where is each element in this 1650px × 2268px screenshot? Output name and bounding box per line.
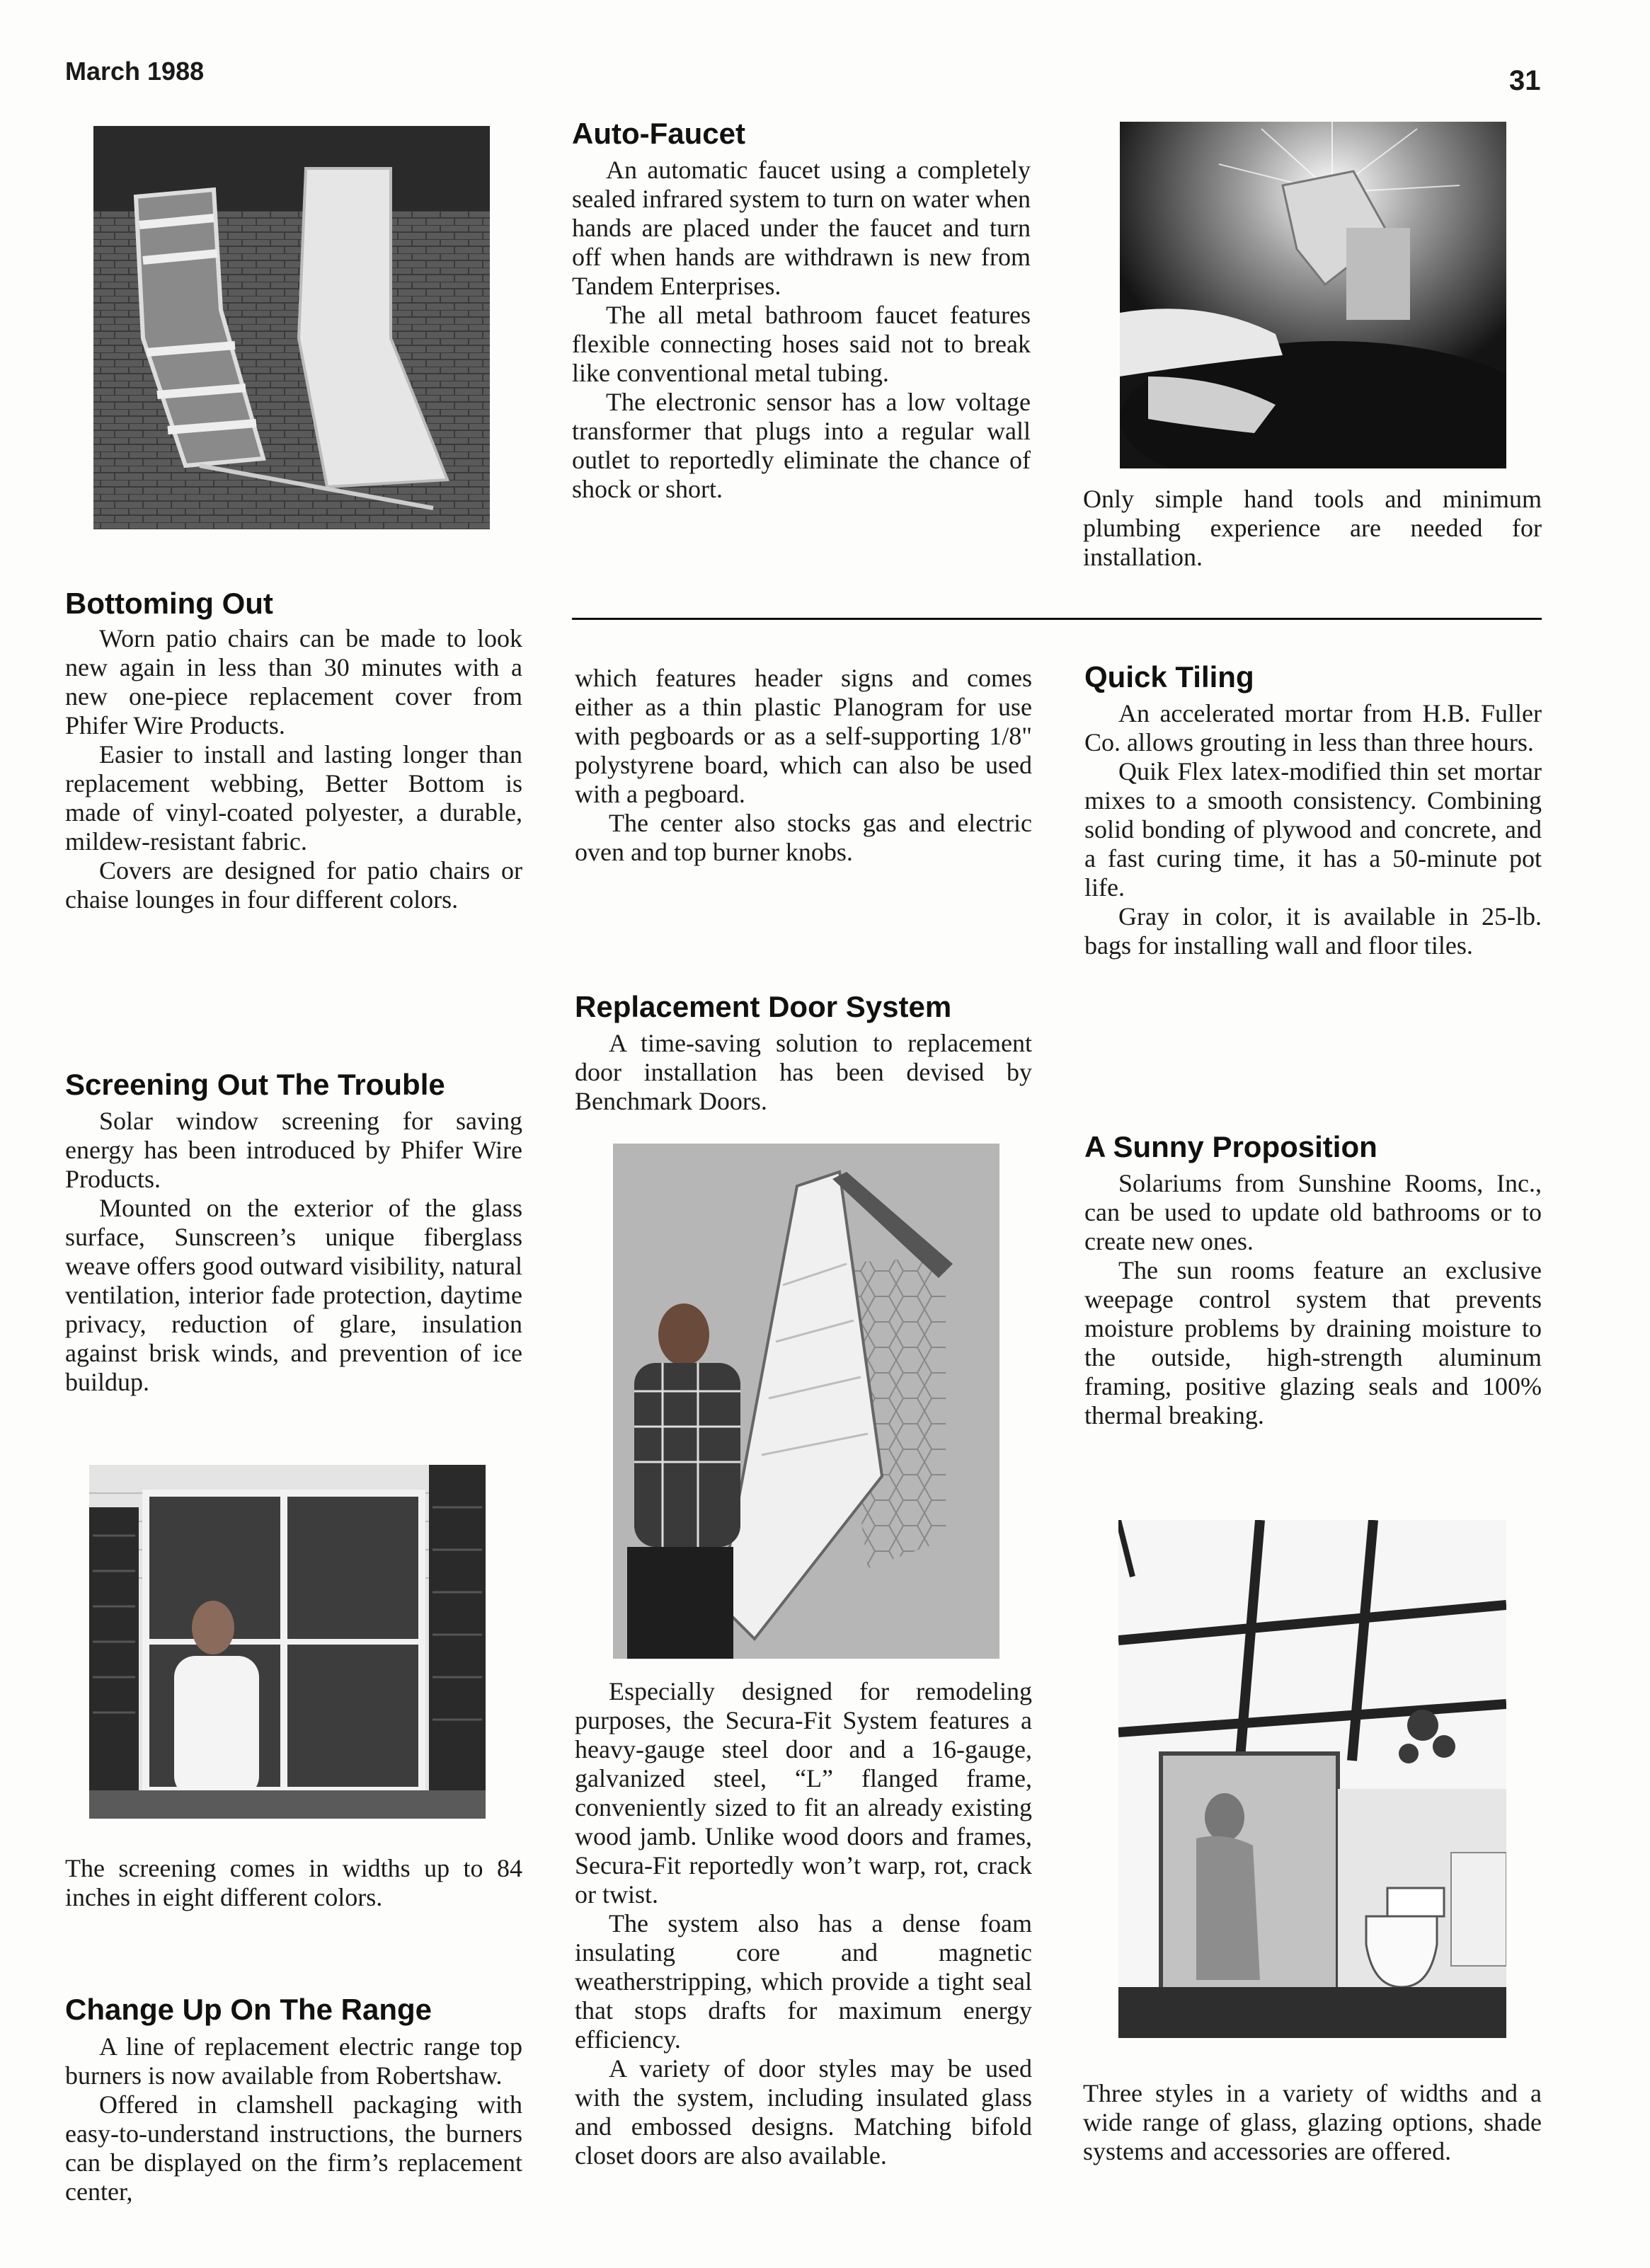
section-divider — [572, 618, 1542, 620]
paragraph: Quik Flex latex-modified thin set mortar mixes to a smooth consistency. Combining solid bonding of plywood and concrete, and a fast curing time, it has a 50-minute pot life. — [1084, 757, 1542, 902]
paragraph: A line of replacement electric range top burners is now available from Robertshaw. — [65, 2032, 522, 2090]
paragraph: Offered in clamshell packaging with easy-to-understand instructions, the burners can be displayed on the firm’s replacement center, — [65, 2090, 522, 2206]
paragraph: which features header signs and comes either as a thin plastic Planogram for use with pegboards or as a self-supporting 1/8" polystyrene board, which can also be used with a pegboard. — [575, 664, 1032, 808]
change-up-continued — [575, 664, 1032, 867]
window-screening-photo — [89, 1465, 486, 1819]
paragraph: The electronic sensor has a low voltage transformer that plugs into a regular wall outlet to reportedly eliminate the chance of shock or short. — [572, 388, 1031, 503]
paragraph: Gray in color, it is available in 25-lb. bags for installing wall and floor tiles. — [1084, 902, 1542, 960]
quick-tiling-body — [1084, 699, 1542, 960]
paragraph: Solariums from Sunshine Rooms, Inc., can be used to update old bathrooms or to create new ones. — [1084, 1169, 1542, 1255]
faucet-photo — [1120, 122, 1506, 468]
paragraph: Especially designed for remodeling purposes, the Secura-Fit System features a heavy-gauge steel door and a 16-gauge, galvanized steel, “L” flanged frame, conveniently sized to fit an already existing wood jamb. Unlike wood doors and frames, Secura-Fit reportedly won’t warp, rot, crack or twist. — [575, 1677, 1032, 1909]
heading-bottoming-out: Bottoming Out — [65, 587, 273, 620]
solarium-caption: Three styles in a variety of widths and a wide range of glass, glazing options, shade systems and accessories are offered. — [1083, 2079, 1542, 2165]
replacement-door-body — [575, 1029, 1032, 1116]
auto-faucet-caption: Only simple hand tools and minimum plumbing experience are needed for installation. — [1083, 485, 1542, 571]
paragraph: Covers are designed for patio chairs or chaise lounges in four different colors. — [65, 856, 522, 914]
paragraph: A variety of door styles may be used with the system, including insulated glass and embossed designs. Matching bifold closet doors are also available. — [575, 2054, 1032, 2170]
change-up-body — [65, 2032, 522, 2206]
auto-faucet-body — [572, 156, 1031, 504]
heading-auto-faucet: Auto-Faucet — [572, 117, 745, 150]
paragraph: Mounted on the exterior of the glass surface, Sunscreen’s unique fiberglass weave offers good outward visibility, natural ventilation, interior fade protection, daytime privacy, reduction of glare, insulation against brisk winds, and prevention of ice buildup. — [65, 1194, 522, 1396]
paragraph: The center also stocks gas and electric oven and top burner knobs. — [575, 809, 1032, 866]
issue-date: March 1988 — [65, 57, 205, 86]
page-number: 31 — [1509, 65, 1541, 96]
heading-replacement-door: Replacement Door System — [575, 990, 952, 1023]
replacement-door-continued — [575, 1677, 1032, 2170]
paragraph: The sun rooms feature an exclusive weepage control system that prevents moisture problems by draining moisture to the outside, high-strength aluminum framing, positive glazing seals and 100% thermal breaking. — [1084, 1256, 1542, 1429]
paragraph: Worn patio chairs can be made to look new again in less than 30 minutes with a new one-piece replacement cover from Phifer Wire Products. — [65, 624, 522, 739]
heading-sunny-proposition: A Sunny Proposition — [1084, 1130, 1377, 1163]
screening-out-body — [65, 1107, 522, 1397]
paragraph: Solar window screening for saving energy has been introduced by Phifer Wire Products. — [65, 1107, 522, 1193]
paragraph: The all metal bathroom faucet features flexible connecting hoses said not to break like conventional metal tubing. — [572, 301, 1031, 387]
sunny-proposition-body — [1084, 1169, 1542, 1430]
screening-caption: The screening comes in widths up to 84 inches in eight different colors. — [65, 1854, 522, 1911]
bottoming-out-body — [65, 624, 522, 914]
paragraph: A time-saving solution to replacement door installation has been devised by Benchmark Doors. — [575, 1029, 1032, 1115]
solarium-photo — [1118, 1520, 1506, 2038]
heading-quick-tiling: Quick Tiling — [1084, 660, 1254, 693]
paragraph: An automatic faucet using a completely sealed infrared system to turn on water when hands are placed under the faucet and turn off when hands are withdrawn is new from Tandem Enterprises. — [572, 156, 1031, 300]
heading-change-up: Change Up On The Range — [65, 1993, 432, 2026]
paragraph: An accelerated mortar from H.B. Fuller Co. allows grouting in less than three hours. — [1084, 699, 1542, 756]
paragraph: Easier to install and lasting longer than replacement webbing, Better Bottom is made of vinyl-coated polyester, a durable, mildew-resistant fabric. — [65, 740, 522, 856]
paragraph: The system also has a dense foam insulating core and magnetic weatherstripping, which provide a tight seal that stops drafts for maximum energy efficiency. — [575, 1909, 1032, 2054]
door-install-photo — [613, 1144, 999, 1659]
heading-screening-out: Screening Out The Trouble — [65, 1068, 445, 1101]
patio-chairs-photo — [93, 126, 490, 529]
